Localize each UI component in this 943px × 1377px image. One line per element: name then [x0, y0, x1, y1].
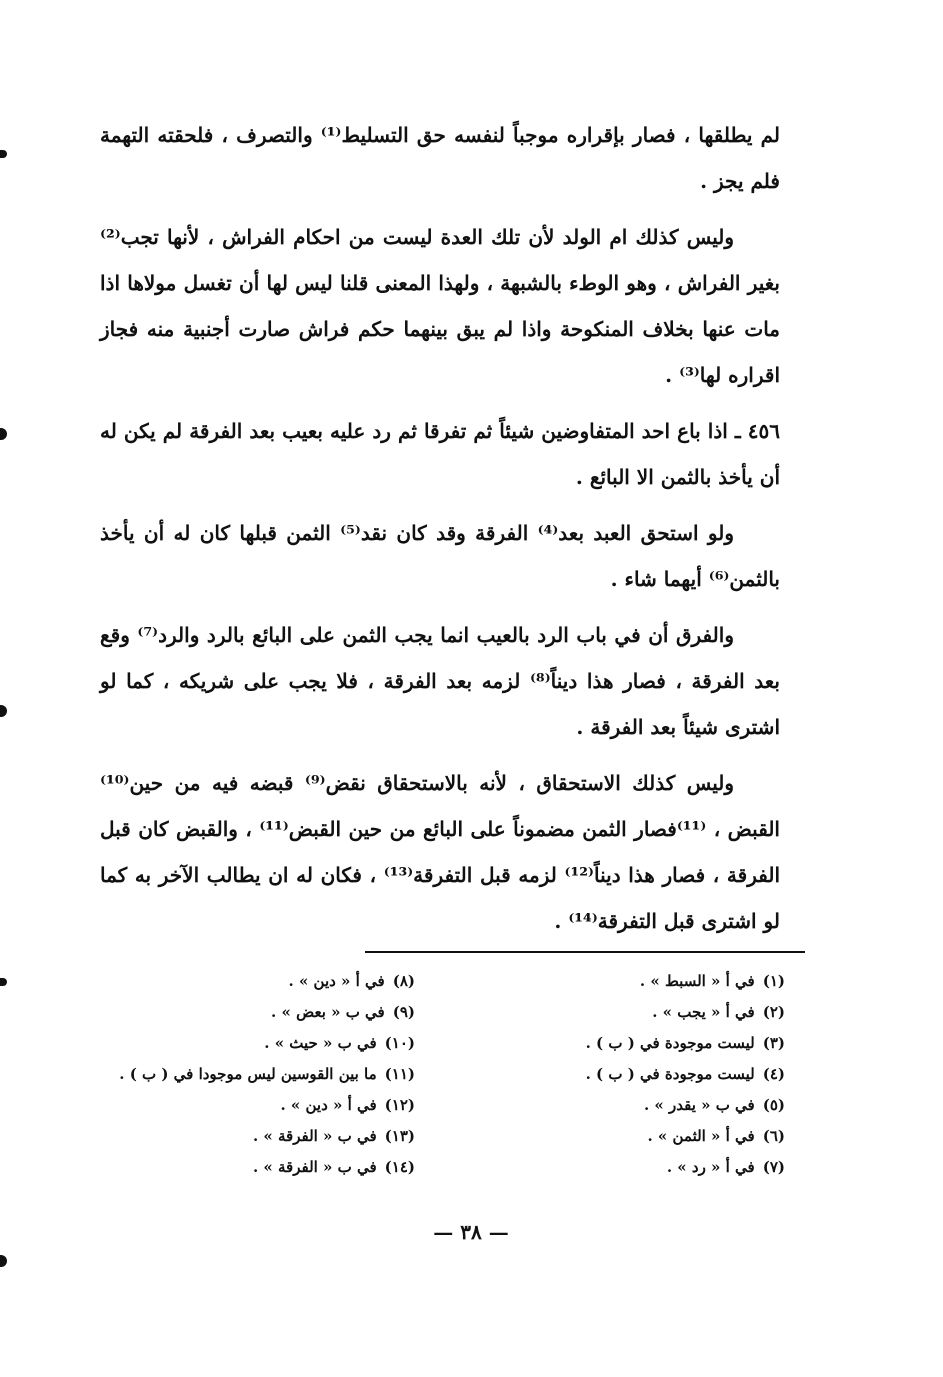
footnote-number: (١)	[762, 972, 785, 990]
footnote	[60, 1059, 415, 1090]
scan-edge-mark	[0, 978, 7, 986]
footnote	[60, 966, 415, 997]
footnotes-column-left	[60, 966, 415, 1183]
footnote-number: (٢)	[762, 1003, 785, 1021]
footnote	[520, 1090, 785, 1121]
footnote-text: ليست موجودة في ( ب ) .	[585, 1065, 755, 1083]
footnote-text: في ب « بعض » .	[271, 1003, 385, 1021]
paragraph: وليس كذلك الاستحقاق ، لأنه بالاستحقاق نقض⁽⁹⁾ قبضه فيه من حين⁽¹⁰⁾ القبض ، ⁽¹¹⁾فصار الثمن مضموناً على البائع من حين القبض⁽¹¹⁾ ، والقبض كان قبل الفرقة ، فصار هذا ديناً⁽¹²⁾ لزمه قبل التفرقة⁽¹³⁾ ، فكان له ان يطالب الآخر به كما لو اشترى قبل التفرقة⁽¹⁴⁾ .	[100, 771, 780, 933]
scan-edge-mark	[0, 1255, 7, 1267]
footnote-number: (٩)	[392, 1003, 415, 1021]
footnote-number: (٥)	[762, 1096, 785, 1114]
paragraph: وليس كذلك ام الولد لأن تلك العدة ليست من احكام الفراش ، لأنها تجب⁽²⁾ بغير الفراش ، وهو الوطء بالشبهة ، ولهذا المعنى قلنا ليس لها أن تغسل مولاها اذا مات عنها بخلاف المنكوحة واذا لم يبق بينهما حكم فراش صارت أجنبية منه فجاز اقراره لها⁽³⁾ .	[100, 225, 780, 387]
scan-edge-mark	[0, 150, 7, 158]
footnote-number: (٧)	[762, 1158, 785, 1176]
footnote-number: (٦)	[762, 1127, 785, 1145]
footnote-text: في أ « الثمن » .	[647, 1127, 755, 1145]
footnote	[60, 1121, 415, 1152]
main-text	[100, 112, 780, 954]
footnote	[520, 1121, 785, 1152]
footnote-text: في أ « يجب » .	[652, 1003, 755, 1021]
footnote-number: (١٤)	[384, 1158, 415, 1176]
footnote	[60, 1152, 415, 1183]
footnote-number: (٤)	[762, 1065, 785, 1083]
footnote-divider	[365, 951, 805, 953]
footnote-text: ليست موجودة في ( ب ) .	[585, 1034, 755, 1052]
footnote	[520, 1059, 785, 1090]
footnote-text: في أ « السبط » .	[639, 972, 755, 990]
footnote-number: (٣)	[762, 1034, 785, 1052]
footnote-number: (١٠)	[384, 1034, 415, 1052]
footnote	[60, 997, 415, 1028]
footnote-text: في ب « حيث » .	[264, 1034, 377, 1052]
paragraph: ٤٥٦ ـ اذا باع احد المتفاوضين شيئاً ثم تفرقا ثم رد عليه بعيب بعد الفرقة لم يكن له أن يأخذ بالثمن الا البائع .	[100, 419, 780, 489]
paragraph: لم يطلقها ، فصار بإقراره موجباً لنفسه حق التسليط⁽¹⁾ والتصرف ، فلحقته التهمة فلم يجز .	[100, 123, 780, 193]
footnote-text: في ب « الفرقة » .	[252, 1127, 377, 1145]
footnote-text: في ب « الفرقة » .	[252, 1158, 377, 1176]
paragraph: والفرق أن في باب الرد بالعيب انما يجب الثمن على البائع بالرد والرد⁽⁷⁾ وقع بعد الفرقة ، فصار هذا ديناً⁽⁸⁾ لزمه بعد الفرقة ، فلا يجب على شريكه ، كما لو اشترى شيئاً بعد الفرقة .	[100, 623, 780, 739]
page-number: — ٣٨ —	[433, 1220, 509, 1244]
footnote-text: في أ « دين » .	[288, 972, 385, 990]
footnote	[520, 1152, 785, 1183]
scan-edge-mark	[0, 705, 7, 717]
footnote	[60, 1028, 415, 1059]
footnote-text: في ب « يقدر » .	[643, 1096, 755, 1114]
footnote	[520, 966, 785, 997]
footnote	[520, 997, 785, 1028]
footnote-text: ما بين القوسين ليس موجودا في ( ب ) .	[119, 1065, 377, 1083]
footnote-number: (١١)	[384, 1065, 415, 1083]
footnote-text: في أ « دين » .	[280, 1096, 377, 1114]
paragraph: ولو استحق العبد بعد⁽⁴⁾ الفرقة وقد كان نقد⁽⁵⁾ الثمن قبلها كان له أن يأخذ بالثمن⁽⁶⁾ أيهما شاء .	[100, 521, 780, 591]
footnote-number: (١٢)	[384, 1096, 415, 1114]
footnote	[520, 1028, 785, 1059]
footnote-text: في أ « رد » .	[666, 1158, 755, 1176]
footnote-number: (٨)	[392, 972, 415, 990]
footnotes-column-right	[520, 966, 785, 1183]
footnote	[60, 1090, 415, 1121]
footnote-number: (١٣)	[384, 1127, 415, 1145]
scan-edge-mark	[0, 428, 7, 440]
